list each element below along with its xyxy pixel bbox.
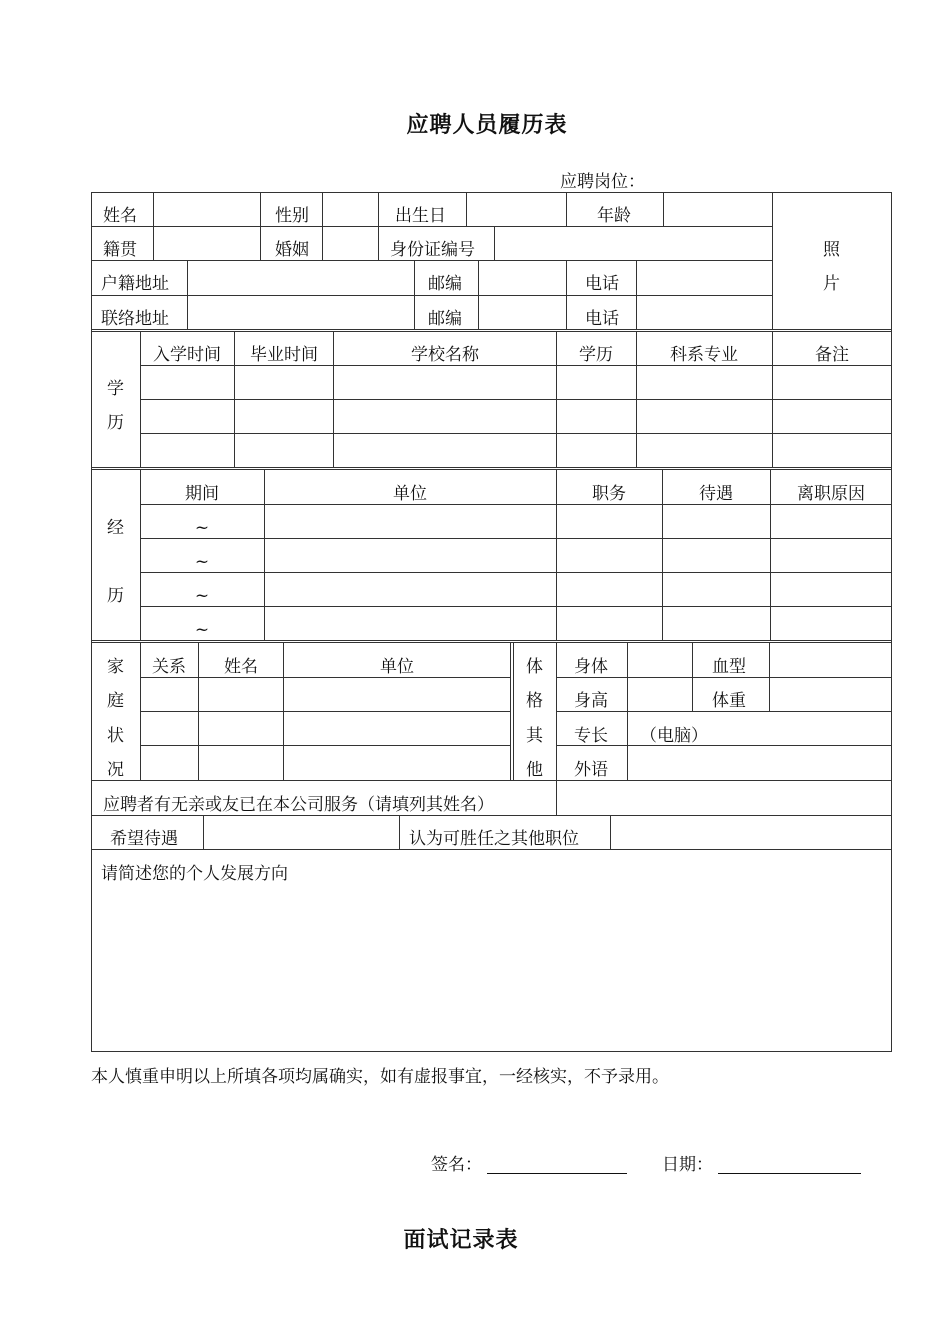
family-side-char: 状 — [107, 726, 124, 746]
edu-header-school: 学校名称 — [411, 345, 479, 365]
label-birthday: 出生日 — [395, 206, 446, 226]
edu-header-enroll: 入学时间 — [153, 345, 221, 365]
label-id-number: 身份证编号 — [390, 240, 475, 260]
label-native-place: 籍贯 — [103, 240, 137, 260]
label-phone-1: 电话 — [585, 274, 619, 294]
signature-label: 签名： — [431, 1155, 482, 1175]
label-postcode-2: 邮编 — [428, 309, 462, 329]
edu-header-degree: 学历 — [579, 345, 613, 365]
edu-header-major: 科系专业 — [670, 345, 738, 365]
photo-label-2: 片 — [823, 274, 840, 294]
label-marriage: 婚姻 — [275, 240, 309, 260]
family-side-char: 庭 — [107, 691, 124, 711]
relatives-question: 应聘者有无亲或友已在本公司服务（请填列其姓名） — [103, 795, 494, 815]
experience-side-1: 经 — [107, 518, 124, 538]
date-label: 日期： — [662, 1155, 713, 1175]
label-height: 身高 — [574, 691, 608, 711]
form-title: 应聘人员履历表 — [406, 113, 568, 138]
label-postcode-1: 邮编 — [428, 274, 462, 294]
label-contact-address: 联络地址 — [101, 309, 169, 329]
family-side-char: 况 — [107, 760, 124, 780]
exp-header-reason: 离职原因 — [797, 484, 865, 504]
experience-side-2: 历 — [107, 586, 124, 606]
signature-line[interactable] — [487, 1173, 627, 1174]
education-side-1: 学 — [107, 379, 124, 399]
exp-period-mark: ~ — [194, 586, 210, 606]
exp-header-title: 职务 — [592, 484, 626, 504]
label-other-positions: 认为可胜任之其他职位 — [409, 829, 579, 849]
exp-period-mark: ~ — [194, 620, 210, 640]
physical-side-char: 其 — [526, 726, 543, 746]
family-header-employer: 单位 — [380, 657, 414, 677]
label-language: 外语 — [574, 760, 608, 780]
exp-header-salary: 待遇 — [699, 484, 733, 504]
label-hukou-address: 户籍地址 — [101, 274, 169, 294]
label-gender: 性别 — [275, 206, 309, 226]
exp-period-mark: ~ — [194, 518, 210, 538]
family-side-char: 家 — [107, 657, 124, 677]
label-specialty: 专长 — [574, 726, 608, 746]
label-body: 身体 — [574, 657, 608, 677]
education-side-2: 历 — [107, 413, 124, 433]
label-name: 姓名 — [103, 206, 137, 226]
photo-label-1: 照 — [823, 240, 840, 260]
label-phone-2: 电话 — [585, 309, 619, 329]
family-header-relation: 关系 — [152, 657, 186, 677]
exp-period-mark: ~ — [194, 552, 210, 572]
physical-side-char: 他 — [526, 760, 543, 780]
edu-header-remarks: 备注 — [815, 345, 849, 365]
exp-header-period: 期间 — [185, 484, 219, 504]
exp-header-employer: 单位 — [393, 484, 427, 504]
label-computer: （电脑） — [640, 726, 708, 746]
label-weight: 体重 — [712, 691, 746, 711]
development-prompt: 请简述您的个人发展方向 — [101, 864, 288, 884]
interview-title: 面试记录表 — [403, 1228, 519, 1253]
position-label: 应聘岗位： — [560, 172, 645, 192]
label-expected-salary: 希望待遇 — [110, 829, 178, 849]
label-age: 年龄 — [597, 206, 631, 226]
date-line[interactable] — [718, 1173, 861, 1174]
label-blood-type: 血型 — [712, 657, 746, 677]
declaration-text: 本人慎重申明以上所填各项均属确实，如有虚报事宜，一经核实，不予录用。 — [91, 1067, 669, 1087]
edu-header-graduate: 毕业时间 — [250, 345, 318, 365]
physical-side-char: 体 — [526, 657, 543, 677]
physical-side-char: 格 — [526, 691, 543, 711]
family-header-name: 姓名 — [224, 657, 258, 677]
